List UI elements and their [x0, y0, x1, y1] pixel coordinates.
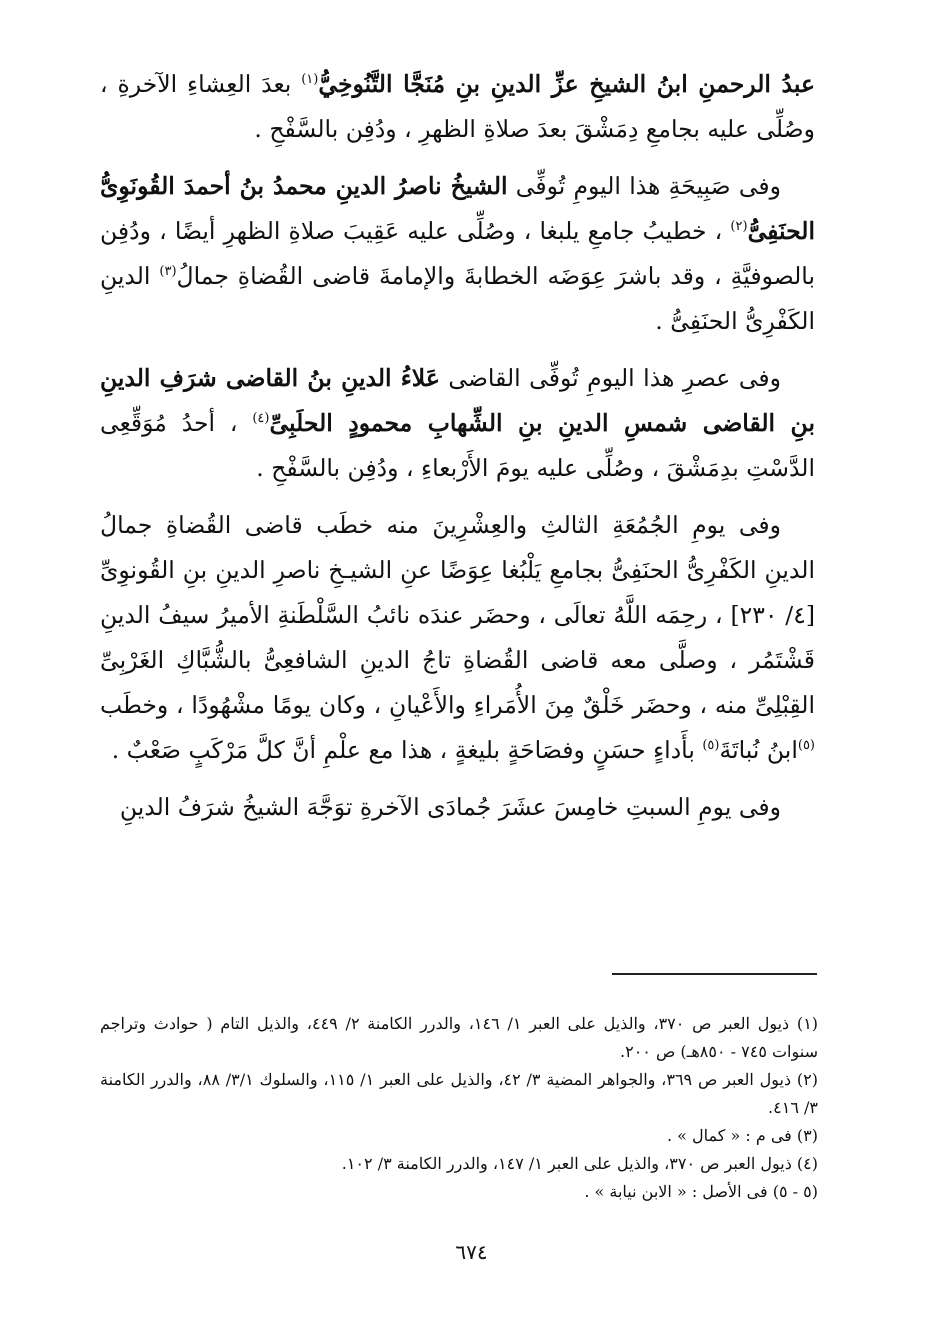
- paragraph-text: ابنُ نُباتَةَ: [719, 736, 798, 764]
- person-name: الشيخُ ناصرُ الدينِ محمدُ بنُ أحمدَ القُونَوِىُّ الحنَفِىُّ: [100, 172, 815, 245]
- paragraph-text: وفى صَبِيحَةِ هذا اليومِ تُوفِّى: [507, 172, 781, 200]
- paragraph-2: [100, 164, 815, 344]
- paragraph-text: ، أحدُ مُوَقِّعِى الدَّسْتِ بدِمَشْقَ ، وصُلِّى عليه يومَ الأَرْبعاءِ ، ودُفِن بالسَّفْحِ .: [100, 409, 815, 482]
- footnote-ref: (٤): [252, 411, 270, 427]
- footnote-2: (٢) ذيول العبر ص ٣٦٩، والجواهر المضية ٣/ ٤٢، والذيل على العبر ١/ ١١٥، والسلوك ٣/١/ ٨٨، والدرر الكامنة ٣/ ٤١٦.: [100, 1070, 818, 1117]
- footnote-ref: (٥): [702, 738, 720, 754]
- footnote-ref: (٣): [159, 264, 177, 280]
- paragraph-4: [100, 503, 815, 773]
- footnote-1: (١) ذيول العبر ص ٣٧٠، والذيل على العبر ١/ ١٤٦، والدرر الكامنة ٢/ ٤٤٩، والذيل التام ( حوادث وتراجم سنوات ٧٤٥ - ٨٥٠هـ) ص ٢٠٠.: [100, 1014, 819, 1061]
- footnote-4: (٤) ذيول العبر ص ٣٧٠، والذيل على العبر ١/ ١٤٧، والدرر الكامنة ٣/ ١٠٢.: [341, 1154, 818, 1173]
- paragraph-text: وفى عصرِ هذا اليومِ تُوفِّى القاضى: [439, 364, 781, 392]
- paragraph-text: وفى يومِ السبتِ خامِسَ عشَرَ جُمادَى الآخرةِ توَجَّهَ الشيخُ شرَفُ الدينِ: [119, 793, 781, 821]
- main-text: [100, 62, 815, 842]
- page-number: ٦٧٤: [455, 1240, 488, 1264]
- paragraph-text: بعدَ العِشاءِ الآخرةِ ، وصُلِّى عليه بجامعِ دِمَشْقَ بعدَ صلاةِ الظهرِ ، ودُفِن بالسَّفْحِ .: [100, 70, 815, 143]
- footnote-ref: (٢): [730, 219, 748, 235]
- paragraph-text: وفى يومِ الجُمُعَةِ الثالثِ والعِشْرِينَ منه خطَب قاضى القُضاةِ جمالُ الدينِ الكَفْرِىُّ الحنَفِىُّ بجامعِ يَلْبُغا عِوَضًا عنِ الشيـخِ ناصرِ الدينِ بنِ القُونوِىِّ [٤/ ٢٣٠] ، رحِمَه اللَّهُ تعالَى ، وحضَر عندَه نائبُ السَّلْطَنةِ الأميرُ سيفُ الدينِ قَشْتَمُر ، وصلَّى معه قاضى القُضاةِ تاجُ الدينِ الشافعِىُّ بالشُّبَّاكِ الغَرْبِىِّ القِبْلِىِّ منه ، وحضَر خَلْقٌ مِنَ الأُمَراءِ والأَعْيانِ ، وكان يومًا مشْهُودًا ، وخطَب: [100, 511, 815, 719]
- person-name: عَلاءُ الدينِ بنُ القاضى شرَفِ الدينِ بنِ القاضى شمسِ الدينِ بنِ الشِّهابِ محمودٍ الحلَبِىِّ: [100, 364, 815, 437]
- person-name: عبدُ الرحمنِ ابنُ الشيخِ عزِّ الدينِ بنِ مُنَجَّا التَّنُوخِيُّ: [318, 70, 815, 98]
- footnote-separator: [612, 973, 817, 975]
- paragraph-text: الدينِ الكَفْرِىُّ الحنَفِىُّ .: [100, 262, 815, 335]
- paragraph-1: [100, 62, 815, 152]
- footnote-5: (٥ - ٥) فى الأصل : « الابن نيابة » .: [584, 1182, 818, 1201]
- footnote-ref: (٥): [797, 738, 815, 754]
- paragraph-text: ، خطيبُ جامعِ يلبغا ، وصُلِّى عليه عَقِيبَ صلاةِ الظهرِ أيضًا ، ودُفِن بالصوفيَّةِ ، وقد باشرَ عِوَضَه الخطابةَ والإمامةَ قاضى القُضاةِ جمالُ: [100, 217, 815, 290]
- paragraph-5: [100, 785, 815, 830]
- footnote-3: (٣) فى م : « كمال » .: [667, 1126, 818, 1145]
- footnote-ref: (١): [301, 72, 319, 88]
- footnotes: [100, 1010, 818, 1206]
- paragraph-3: [100, 356, 815, 491]
- paragraph-text: بأَداءٍ حسَنٍ وفصَاحَةٍ بليغةٍ ، هذا مع علْمِ أنَّ كلَّ مَرْكَبٍ صَعْبٌ .: [111, 736, 703, 764]
